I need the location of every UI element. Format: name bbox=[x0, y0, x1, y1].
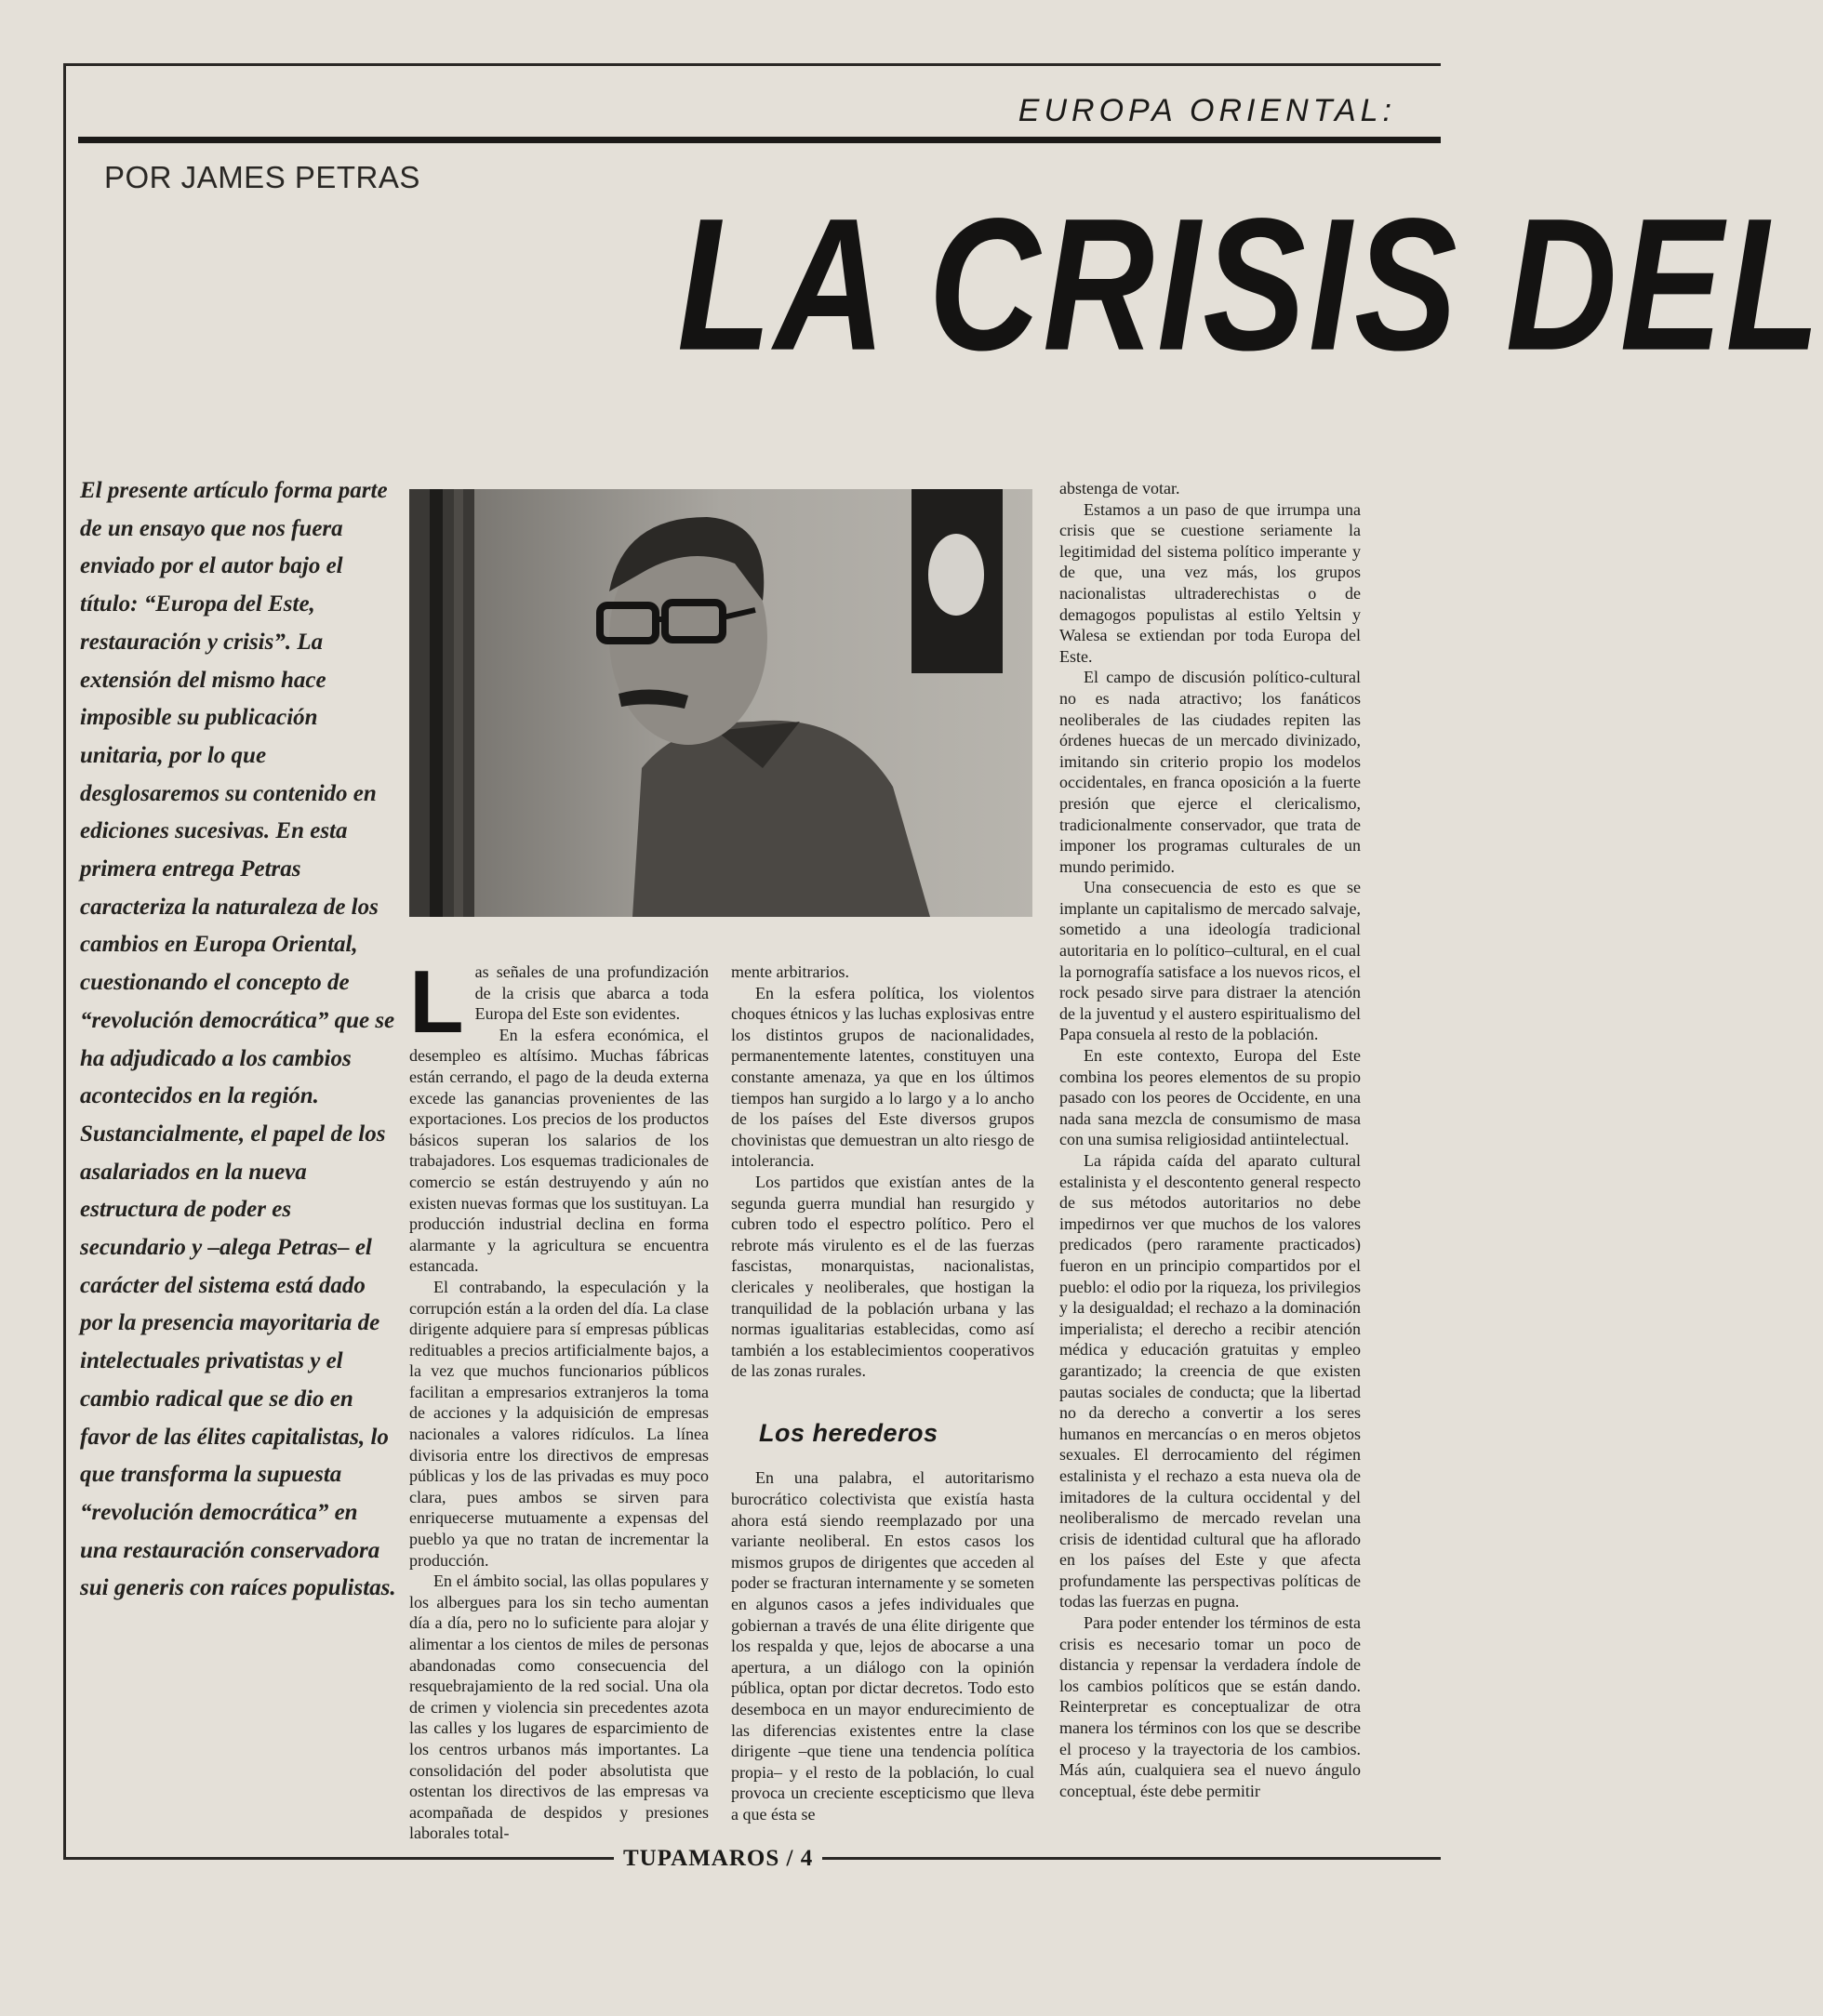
paragraph: El contrabando, la especulación y la corrupción están a la orden del día. La clase dirigente adquiere para sí empresas públicas redituables a precios artificialmente bajos, a la vez que muchos funcionarios públicos facilitan a empresarios extranjeros la toma de acciones y la adquisición de empresas nacionales a valores ridículos. La línea divisoria entre los directivos de empresas públicas y los de las privadas es muy poco clara, pues ambos se sirven para enriquecerse mutuamente a expensas del pueblo ya que no tratan de incrementar la producción. bbox=[409, 1277, 709, 1570]
paragraph: La rápida caída del aparato cultural estalinista y el descontento general respecto de sus métodos autoritarios no debe impedirnos ver que muchos de los valores predicados (pero raramente practicados) fueron en un principio compartidos por el pueblo: el odio por la riqueza, los privilegios y la desigualdad; el rechazo a la dominación imperialista; el derecho a recibir atención médica y educación gratuitas y empleo garantizado; la creencia de que existen pautas sociales de conducta; que la libertad no da derecho a convertir a los seres humanos en mercancías o en meros objetos sexuales. El derrocamiento del régimen estalinista y el rechazo a esta nueva ola de imitadores de la cultura occidental y del neoliberalismo de mercado revelan una crisis de identidad cultural que ha aflorado en los países del Este y que afecta profundamente las perspectivas políticas de todas las fuerzas en pugna. bbox=[1059, 1151, 1361, 1611]
paragraph: En la esfera económica, el desempleo es altísimo. Muchas fábricas están cerrando, el pago de la deuda externa excede las ganancias provenientes de las exportaciones. Los precios de los productos básicos superan los salarios de los trabajadores. Los esquemas tradicionales de comercio se están destruyendo y aún no existen nuevas formas que los sustituyan. La producción industrial declina en forma alarmante y la agricultura se encuentra estancada. bbox=[409, 1025, 709, 1276]
page-footer: TUPAMAROS / 4 bbox=[614, 1846, 822, 1872]
drop-cap: L bbox=[409, 952, 464, 1052]
article-column-3 bbox=[1059, 478, 1361, 1801]
paragraph: En una palabra, el autoritarismo burocrático colectivista que existía hasta ahora está siendo reemplazado por una variante neoliberal. En estos casos los mismos grupos de dirigentes que acceden al poder se fracturan internamente y se someten en algunos casos a jefes individuales que gobiernan a través de una élite dirigente que los respalda y que, lejos de abocarse a una apertura, a un diálogo con la opinión pública, optan por dictar decretos. Todo esto desemboca en un mayor endurecimiento de las diferencias existentes entre la clase dirigente –que tiene una tendencia política propia– y el resto de la población, lo cual provoca un creciente escepticismo que lleva a que ésta se bbox=[731, 1468, 1034, 1824]
author-photo-illustration bbox=[409, 489, 1032, 917]
paragraph: El campo de discusión político-cultural no es nada atractivo; los fanáticos neoliberales de las ciudades repiten las órdenes huecas de un mercado divinizado, imitando sin criterio propio los modelos occidentales, en franca oposición a la fuerte presión que ejerce el clericalismo, tradicionalmente conservador, que trata de imponer los programas culturales de un mundo perimido. bbox=[1059, 668, 1361, 876]
paragraph: Una consecuencia de esto es que se implante un capitalismo de mercado salvaje, sometido a una ideología tradicional autoritaria en lo político–cultural, en el cual la pornografía satisface a los nuevos ricos, el rock pesado sirve para distraer la atención de la juventud y el austero espiritualismo del Papa consuela al resto de la población. bbox=[1059, 878, 1361, 1044]
paragraph: Para poder entender los términos de esta crisis es necesario tomar un poco de distancia y repensar la verdadera índole de los cambios políticos que se están dando. Reinterpretar es conceptualizar de otra manera los términos con los que se describe el proceso y la trayectoria de los cambios. Más aún, cualquiera sea el nuevo ángulo conceptual, éste debe permitir bbox=[1059, 1613, 1361, 1800]
paragraph: Los partidos que existían antes de la segunda guerra mundial han resurgido y cubren todo el espectro político. Pero el rebrote más virulento es el de las fuerzas fascistas, monarquistas, nacionalistas, clericales y neoliberales, que hostigan la tranquilidad de la población urbana y las normas igualitarias establecidas, como así también a los establecimientos cooperativos de las zonas rurales. bbox=[731, 1172, 1034, 1381]
author-photo bbox=[409, 489, 1032, 917]
byline: POR JAMES PETRAS bbox=[104, 160, 420, 194]
paragraph: En la esfera política, los violentos choques étnicos y las luchas explosivas entre los distintos grupos de nacionalidades, permanentemente latentes, constituyen una constante amenaza, ya que en los últimos tiempos han surgido a lo largo y a lo ancho de los países del Este diversos grupos chovinistas que demuestran un alto riesgo de intolerancia. bbox=[731, 983, 1034, 1171]
headline: LA CRISIS DEL bbox=[677, 179, 1823, 391]
header-rule bbox=[78, 137, 1441, 143]
intro-text: El presente artículo forma parte de un ensayo que nos fuera enviado por el autor bajo el título: “Europa del Este, restauración y crisis”. La extensión del mismo hace imposible su publicación unitaria, por lo que desglosaremos su contenido en ediciones sucesivas. En esta primera entrega Petras caracteriza la naturaleza de los cambios en Europa Oriental, cuestionando el concepto de “revolución democrática” que se ha adjudicado a los cambios acontecidos en la región. Sustancialmente, el papel de los asalariados en la nueva estructura de poder es secundario y –alega Petras– el carácter del sistema está dado por la presencia mayoritaria de intelectuales privatistas y el cambio radical que se dio en favor de las élites capitalistas, lo que transforma la supuesta “revolución democrática” en una restauración conservadora sui generis con raíces populistas. bbox=[80, 478, 396, 1601]
paragraph: En este contexto, Europa del Este combina los peores elementos de su propio pasado con los peores de Occidente, en una nada sana mezcla de consumismo de masa con una sumisa religiosidad antiintelectual. bbox=[1059, 1046, 1361, 1149]
article-column-2 bbox=[731, 962, 1034, 1825]
paragraph: En el ámbito social, las ollas populares y los albergues para los sin techo aumentan día a día, pero no lo suficiente para alojar y alimentar a los cientos de miles de personas abandonadas como consecuencia del resquebrajamiento de la red social. Una ola de crimen y violencia sin precedentes azota las calles y los lugares de esparcimiento de los centros urbanos más importantes. La consolidación del poder absolutista que ostentan los directivos de las empresas va acompañada de despidos y presiones laborales total- bbox=[409, 1572, 709, 1843]
paragraph: abstenga de votar. bbox=[1059, 479, 1180, 497]
article-column-1 bbox=[409, 952, 709, 1844]
paragraph: Estamos a un paso de que irrumpa una crisis que se cuestione seriamente la legitimidad del sistema político imperante y de que, una vez más, los grupos nacionalistas ultraderechistas o de demagogos populistas al estilo Yeltsin y Walesa se extiendan por toda Europa del Este. bbox=[1059, 499, 1361, 666]
paragraph: mente arbitrarios. bbox=[731, 962, 849, 981]
subheading: Los herederos bbox=[759, 1418, 938, 1447]
paragraph: as señales de una profundización de la crisis que abarca a toda Europa del Este son evidentes. bbox=[474, 962, 709, 1024]
section-label: EUROPA ORIENTAL: bbox=[1018, 93, 1396, 128]
